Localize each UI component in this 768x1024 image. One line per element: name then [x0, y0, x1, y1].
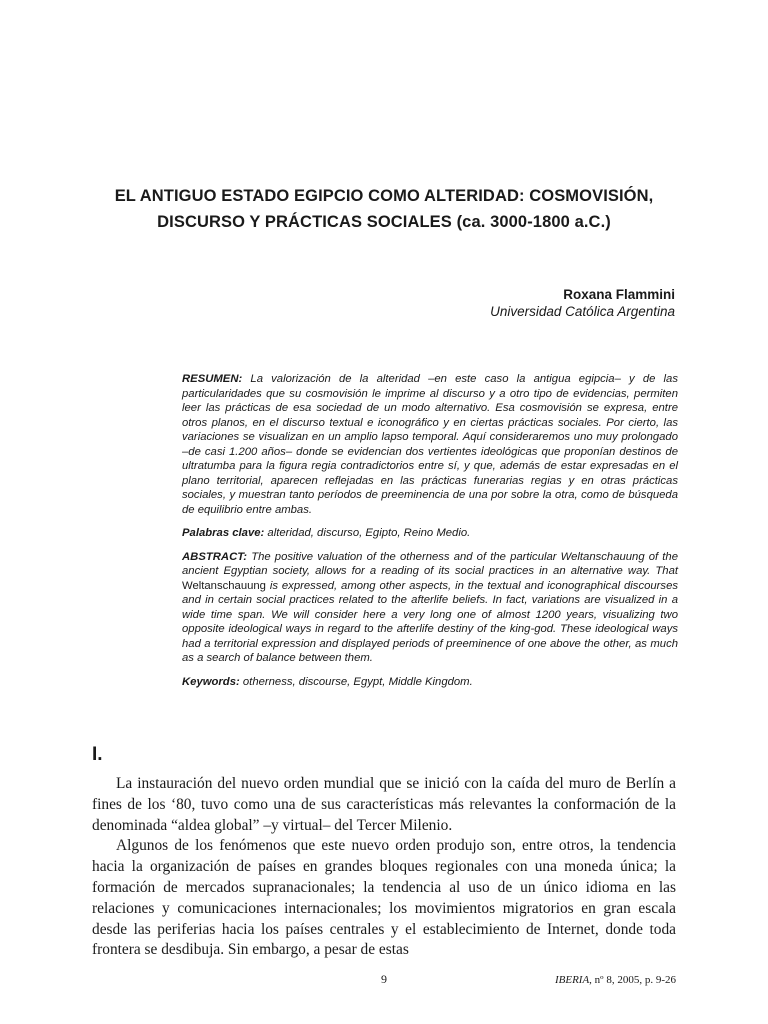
abstract-roman-word: Weltanschauung [182, 579, 266, 592]
title-line-1: EL ANTIGUO ESTADO EGIPCIO COMO ALTERIDAD: COSMOVISIÓN, [114, 187, 654, 205]
author-name: Roxana Flammini [563, 287, 675, 302]
journal-issue: , nº 8, 2005, p. 9-26 [589, 974, 676, 986]
section-heading: I. [92, 744, 103, 765]
palabras-clave-text: alteridad, discurso, Egipto, Reino Medio. [264, 527, 471, 539]
keywords-paragraph [182, 675, 678, 690]
palabras-clave-paragraph [182, 526, 678, 541]
title-date: (ca. 3000-1800 a.C.) [451, 213, 611, 231]
article-title [60, 183, 708, 235]
resumen-label: RESUMEN: [182, 373, 243, 385]
resumen-paragraph [182, 372, 678, 517]
journal-citation [555, 974, 676, 986]
abstract-block [182, 372, 678, 698]
resumen-text: La valorización de la alteridad –en este caso la antigua egipcia– y de las particularidades que su cosmovisión le imprime al discurso y a otro tipo de evidencias, permiten leer las prácticas de esa sociedad de un modo alternativo. Esa cosmovisión se expresa, entre otros planos, en el discurso textual e iconográfico y en ciertas prácticas sociales. Por cierto, las variaciones se visualizan en un amplio lapso temporal. Aquí consideraremos uno muy prolongado –de casi 1.200 años– donde se evidencian dos vertientes ideológicas que proponían destinos de ultratumba para la figura regia contradictorios entre sí, y que, además de estar expresadas en el plano territorial, aparecen reflejadas en las prácticas funerarias regias y en otras prácticas sociales, y muestran tanto períodos de preeminencia de una por sobre la otra, como de búsqueda de equilibrio entre ambas. [182, 373, 678, 516]
author-block [490, 286, 675, 321]
keywords-text: otherness, discourse, Egypt, Middle Kingdom. [239, 675, 473, 688]
title-line-2 [60, 209, 708, 235]
palabras-clave-label: Palabras clave: [182, 527, 265, 539]
abstract-text-2: is expressed, among other aspects, in the textual and iconographical discourses and in certain social practices related to the afterlife beliefs. In fact, variations are visualized in a wide time span. We will consider here a very long one of almost 1200 years, visualizing two opposite ideological ways in regard to the afterlife destiny of the king-god. These ideological ways had a territorial expression and displayed periods of preeminence of one above the other, as much as a search of balance between them. [182, 579, 678, 664]
body-text [92, 774, 676, 961]
title-line-2-main: DISCURSO Y PRÁCTICAS SOCIALES [157, 213, 452, 231]
body-paragraph-1: La instauración del nuevo orden mundial que se inició con la caída del muro de Berlín a fines de los ‘80, tuvo como una de sus características más relevantes la conformación de la denominada “aldea global” –y virtual– del Tercer Milenio. [92, 775, 676, 834]
keywords-label: Keywords: [182, 675, 240, 688]
journal-name: IBERIA [554, 974, 590, 986]
abstract-label: ABSTRACT: [182, 550, 248, 563]
author-affiliation: Universidad Católica Argentina [490, 304, 675, 319]
abstract-paragraph [182, 550, 678, 666]
page-number: 9 [381, 972, 387, 986]
abstract-text-1: The positive valuation of the otherness and of the particular Weltanschauung of the ancient Egyptian society, allows for a reading of its social practices in an alternative way. That [182, 550, 678, 577]
body-paragraph-2: Algunos de los fenómenos que este nuevo orden produjo son, entre otros, la tendencia hacia la organización de países en grandes bloques regionales con una moneda única; la formación de mercados supranacionales; la tendencia al uso de un único idioma en las relaciones y comunicaciones internacionales; los movimientos migratorios en gran escala desde las periferias hacia los países centrales y el establecimiento de Internet, donde toda frontera se desdibuja. Sin embargo, a pesar de estas [92, 837, 676, 959]
